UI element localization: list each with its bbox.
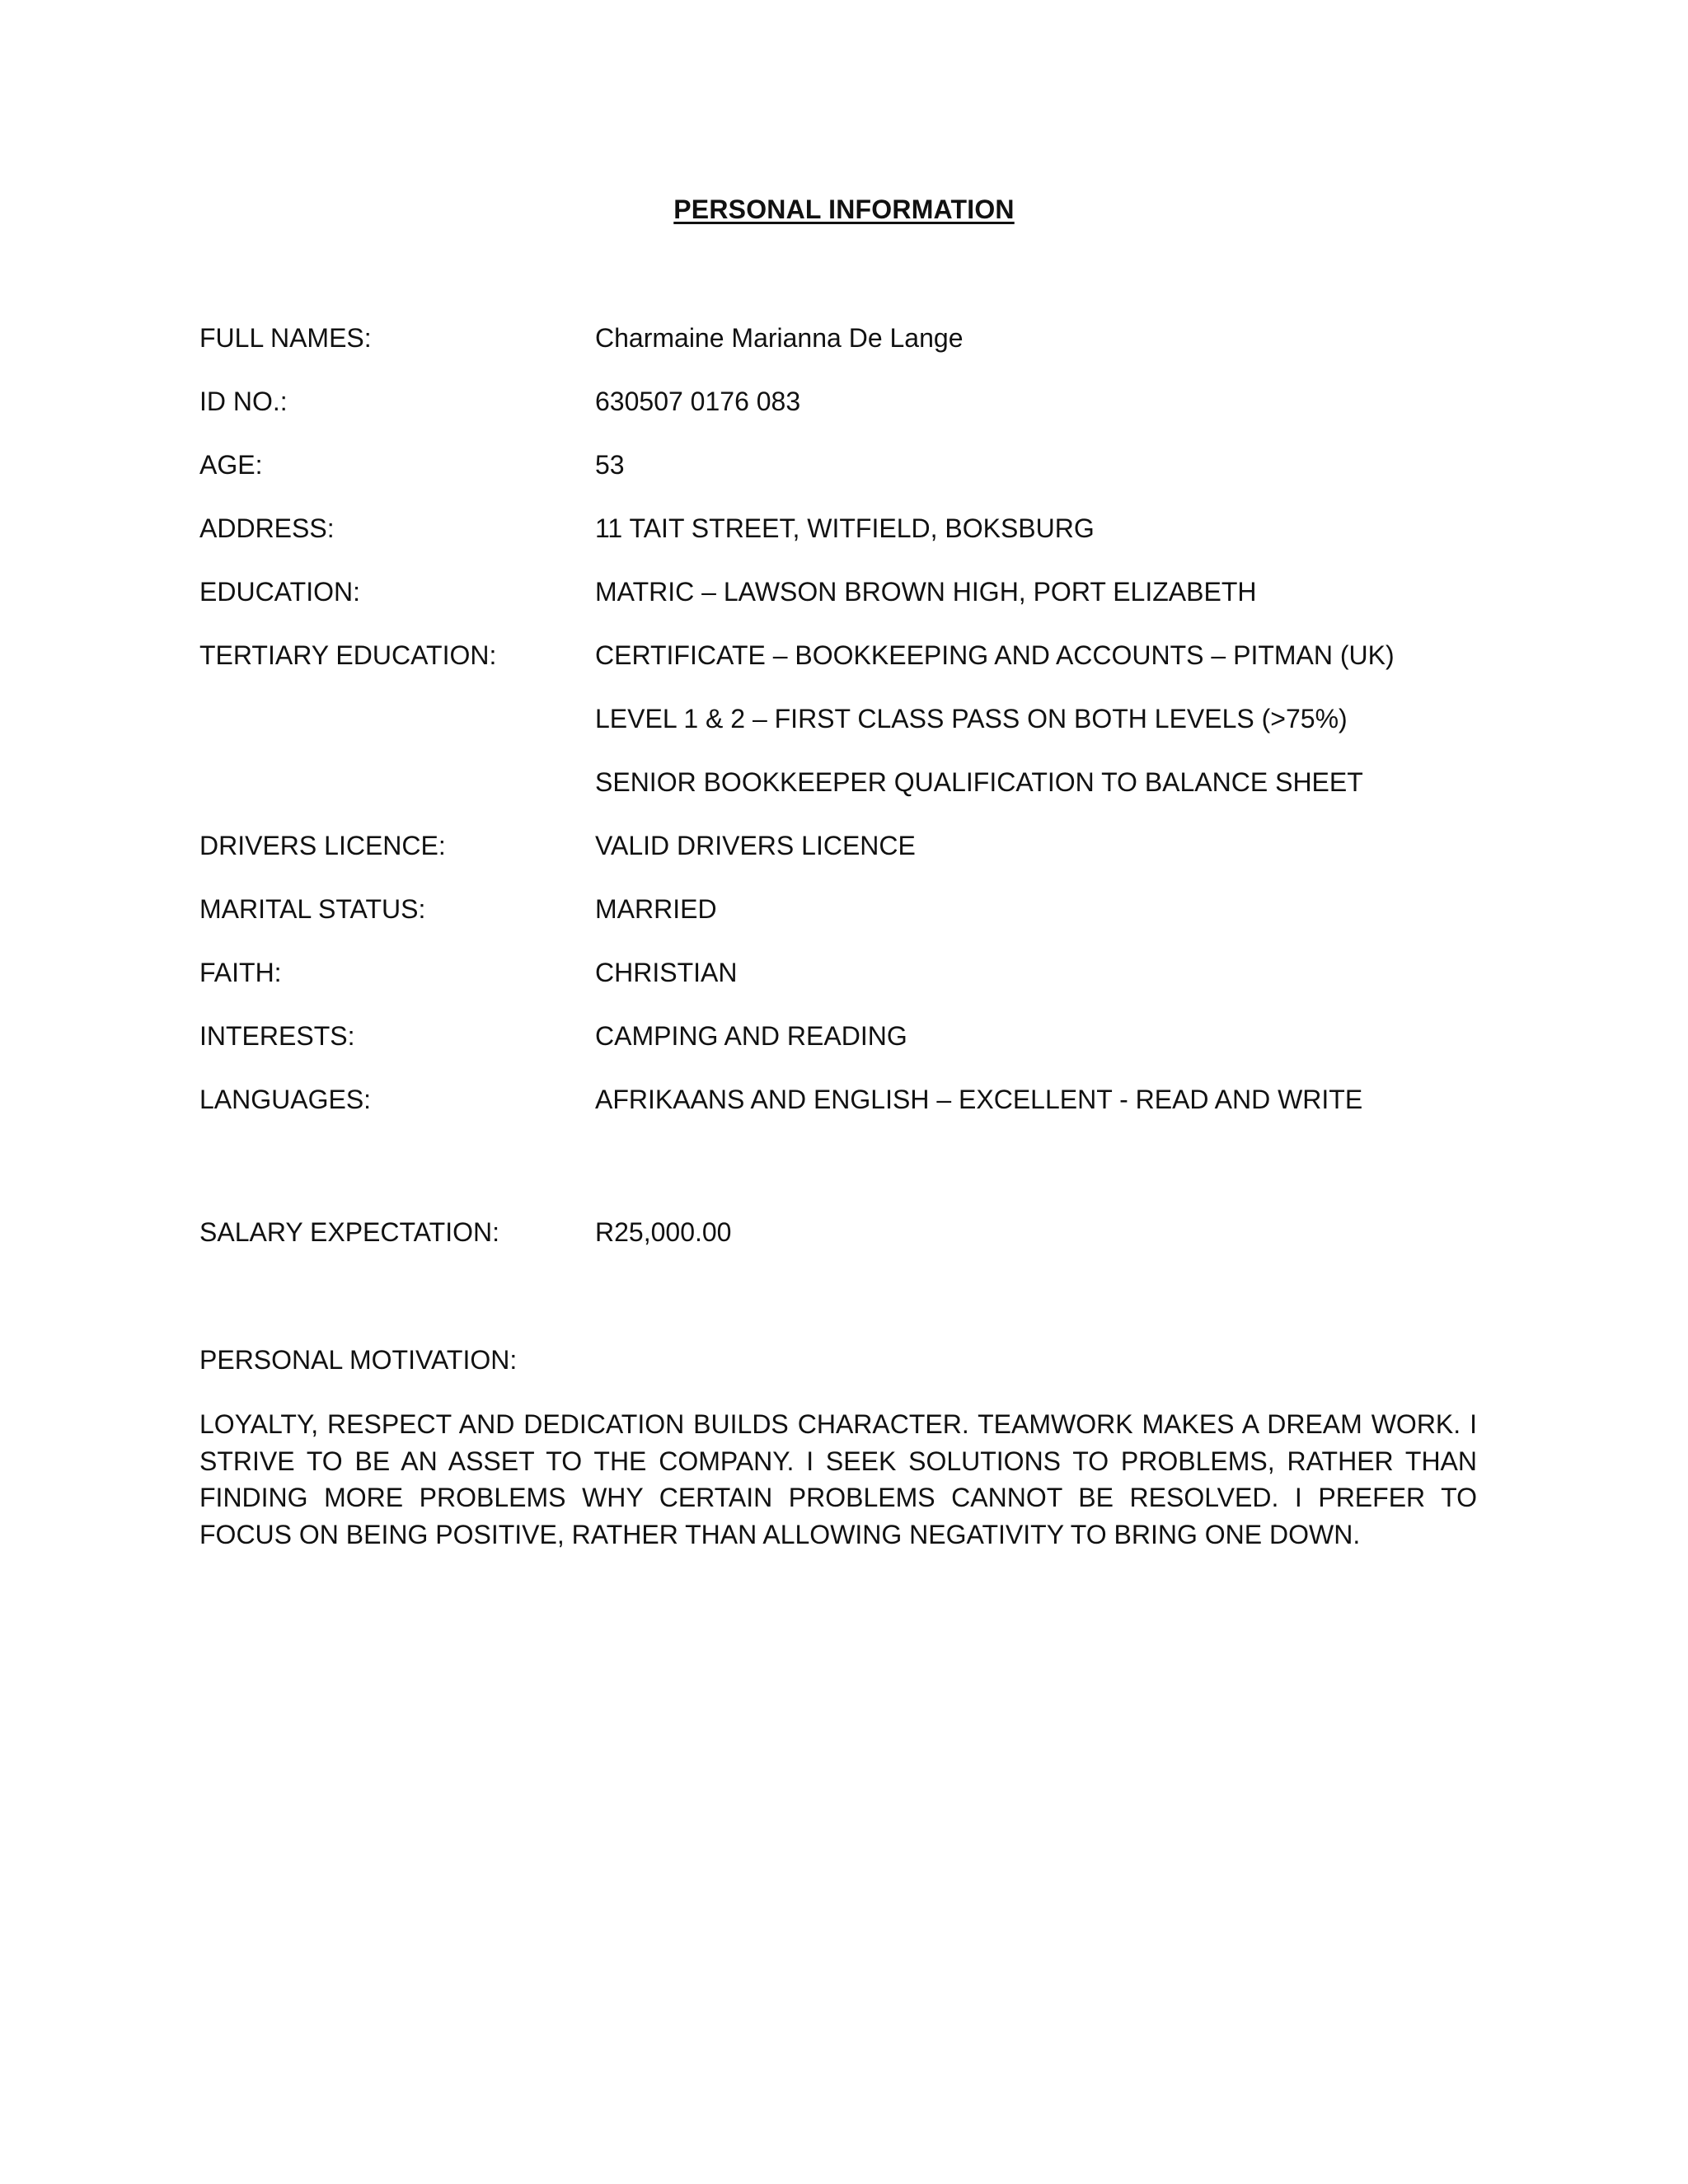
field-value: Charmaine Marianna De Lange (595, 323, 964, 353)
field-row-education (199, 575, 1518, 639)
field-label: ADDRESS: (199, 513, 335, 543)
field-label: DRIVERS LICENCE: (199, 831, 446, 860)
field-row-tertiary-education-senior (199, 766, 1518, 829)
field-row-full-names (199, 321, 1518, 385)
field-row-drivers-licence (199, 829, 1518, 893)
field-value: CERTIFICATE – BOOKKEEPING AND ACCOUNTS – PITMAN (UK) (595, 640, 1395, 670)
field-label: MARITAL STATUS: (199, 894, 426, 924)
field-label: ID NO.: (199, 387, 288, 416)
field-row-marital-status (199, 893, 1518, 956)
field-label: LANGUAGES: (199, 1085, 372, 1114)
field-row-languages (199, 1083, 1518, 1146)
field-value: 630507 0176 083 (595, 387, 801, 416)
field-label: INTERESTS: (199, 1021, 355, 1051)
field-row-tertiary-education-levels (199, 702, 1518, 766)
field-value: MARRIED (595, 894, 717, 924)
field-value: VALID DRIVERS LICENCE (595, 831, 916, 860)
field-row-salary-expectation (199, 1216, 1518, 1249)
field-row-tertiary-education (199, 639, 1518, 702)
field-value: AFRIKAANS AND ENGLISH – EXCELLENT - READ AND WRITE (595, 1085, 1363, 1114)
field-label: TERTIARY EDUCATION: (199, 640, 497, 670)
motivation-heading: PERSONAL MOTIVATION: (199, 1345, 518, 1375)
field-value: 53 (595, 450, 625, 480)
field-row-faith (199, 956, 1518, 1019)
field-label: SALARY EXPECTATION: (199, 1217, 499, 1247)
field-row-interests (199, 1019, 1518, 1083)
field-value: CHRISTIAN (595, 958, 738, 987)
field-value: R25,000.00 (595, 1217, 732, 1247)
page-title: PERSONAL INFORMATION (673, 194, 1015, 224)
field-label: EDUCATION: (199, 577, 360, 607)
field-label: FULL NAMES: (199, 323, 372, 353)
personal-info-fields (199, 321, 1518, 1146)
motivation-paragraph: LOYALTY, RESPECT AND DEDICATION BUILDS CHARACTER. TEAMWORK MAKES A DREAM WORK. I STRIVE TO BE AN ASSET TO THE COMPANY. I SEEK SOLUTIONS TO PROBLEMS, RATHER THAN FINDING MORE PROBLEMS WHY CERTAIN PROBLEMS CANNOT BE RESOLVED. I PREFER TO FOCUS ON BEING POSITIVE, RATHER THAN ALLOWING NEGATIVITY TO BRING ONE DOWN. (199, 1409, 1477, 1549)
field-value: CAMPING AND READING (595, 1021, 907, 1051)
field-value: MATRIC – LAWSON BROWN HIGH, PORT ELIZABETH (595, 577, 1257, 607)
field-value: SENIOR BOOKKEEPER QUALIFICATION TO BALANCE SHEET (595, 767, 1363, 797)
field-value: LEVEL 1 & 2 – FIRST CLASS PASS ON BOTH LEVELS (>75%) (595, 704, 1348, 733)
field-label: FAITH: (199, 958, 282, 987)
field-value: 11 TAIT STREET, WITFIELD, BOKSBURG (595, 513, 1095, 543)
field-row-id-no (199, 385, 1518, 448)
field-label: AGE: (199, 450, 263, 480)
field-row-address (199, 512, 1518, 575)
field-row-age (199, 448, 1518, 512)
